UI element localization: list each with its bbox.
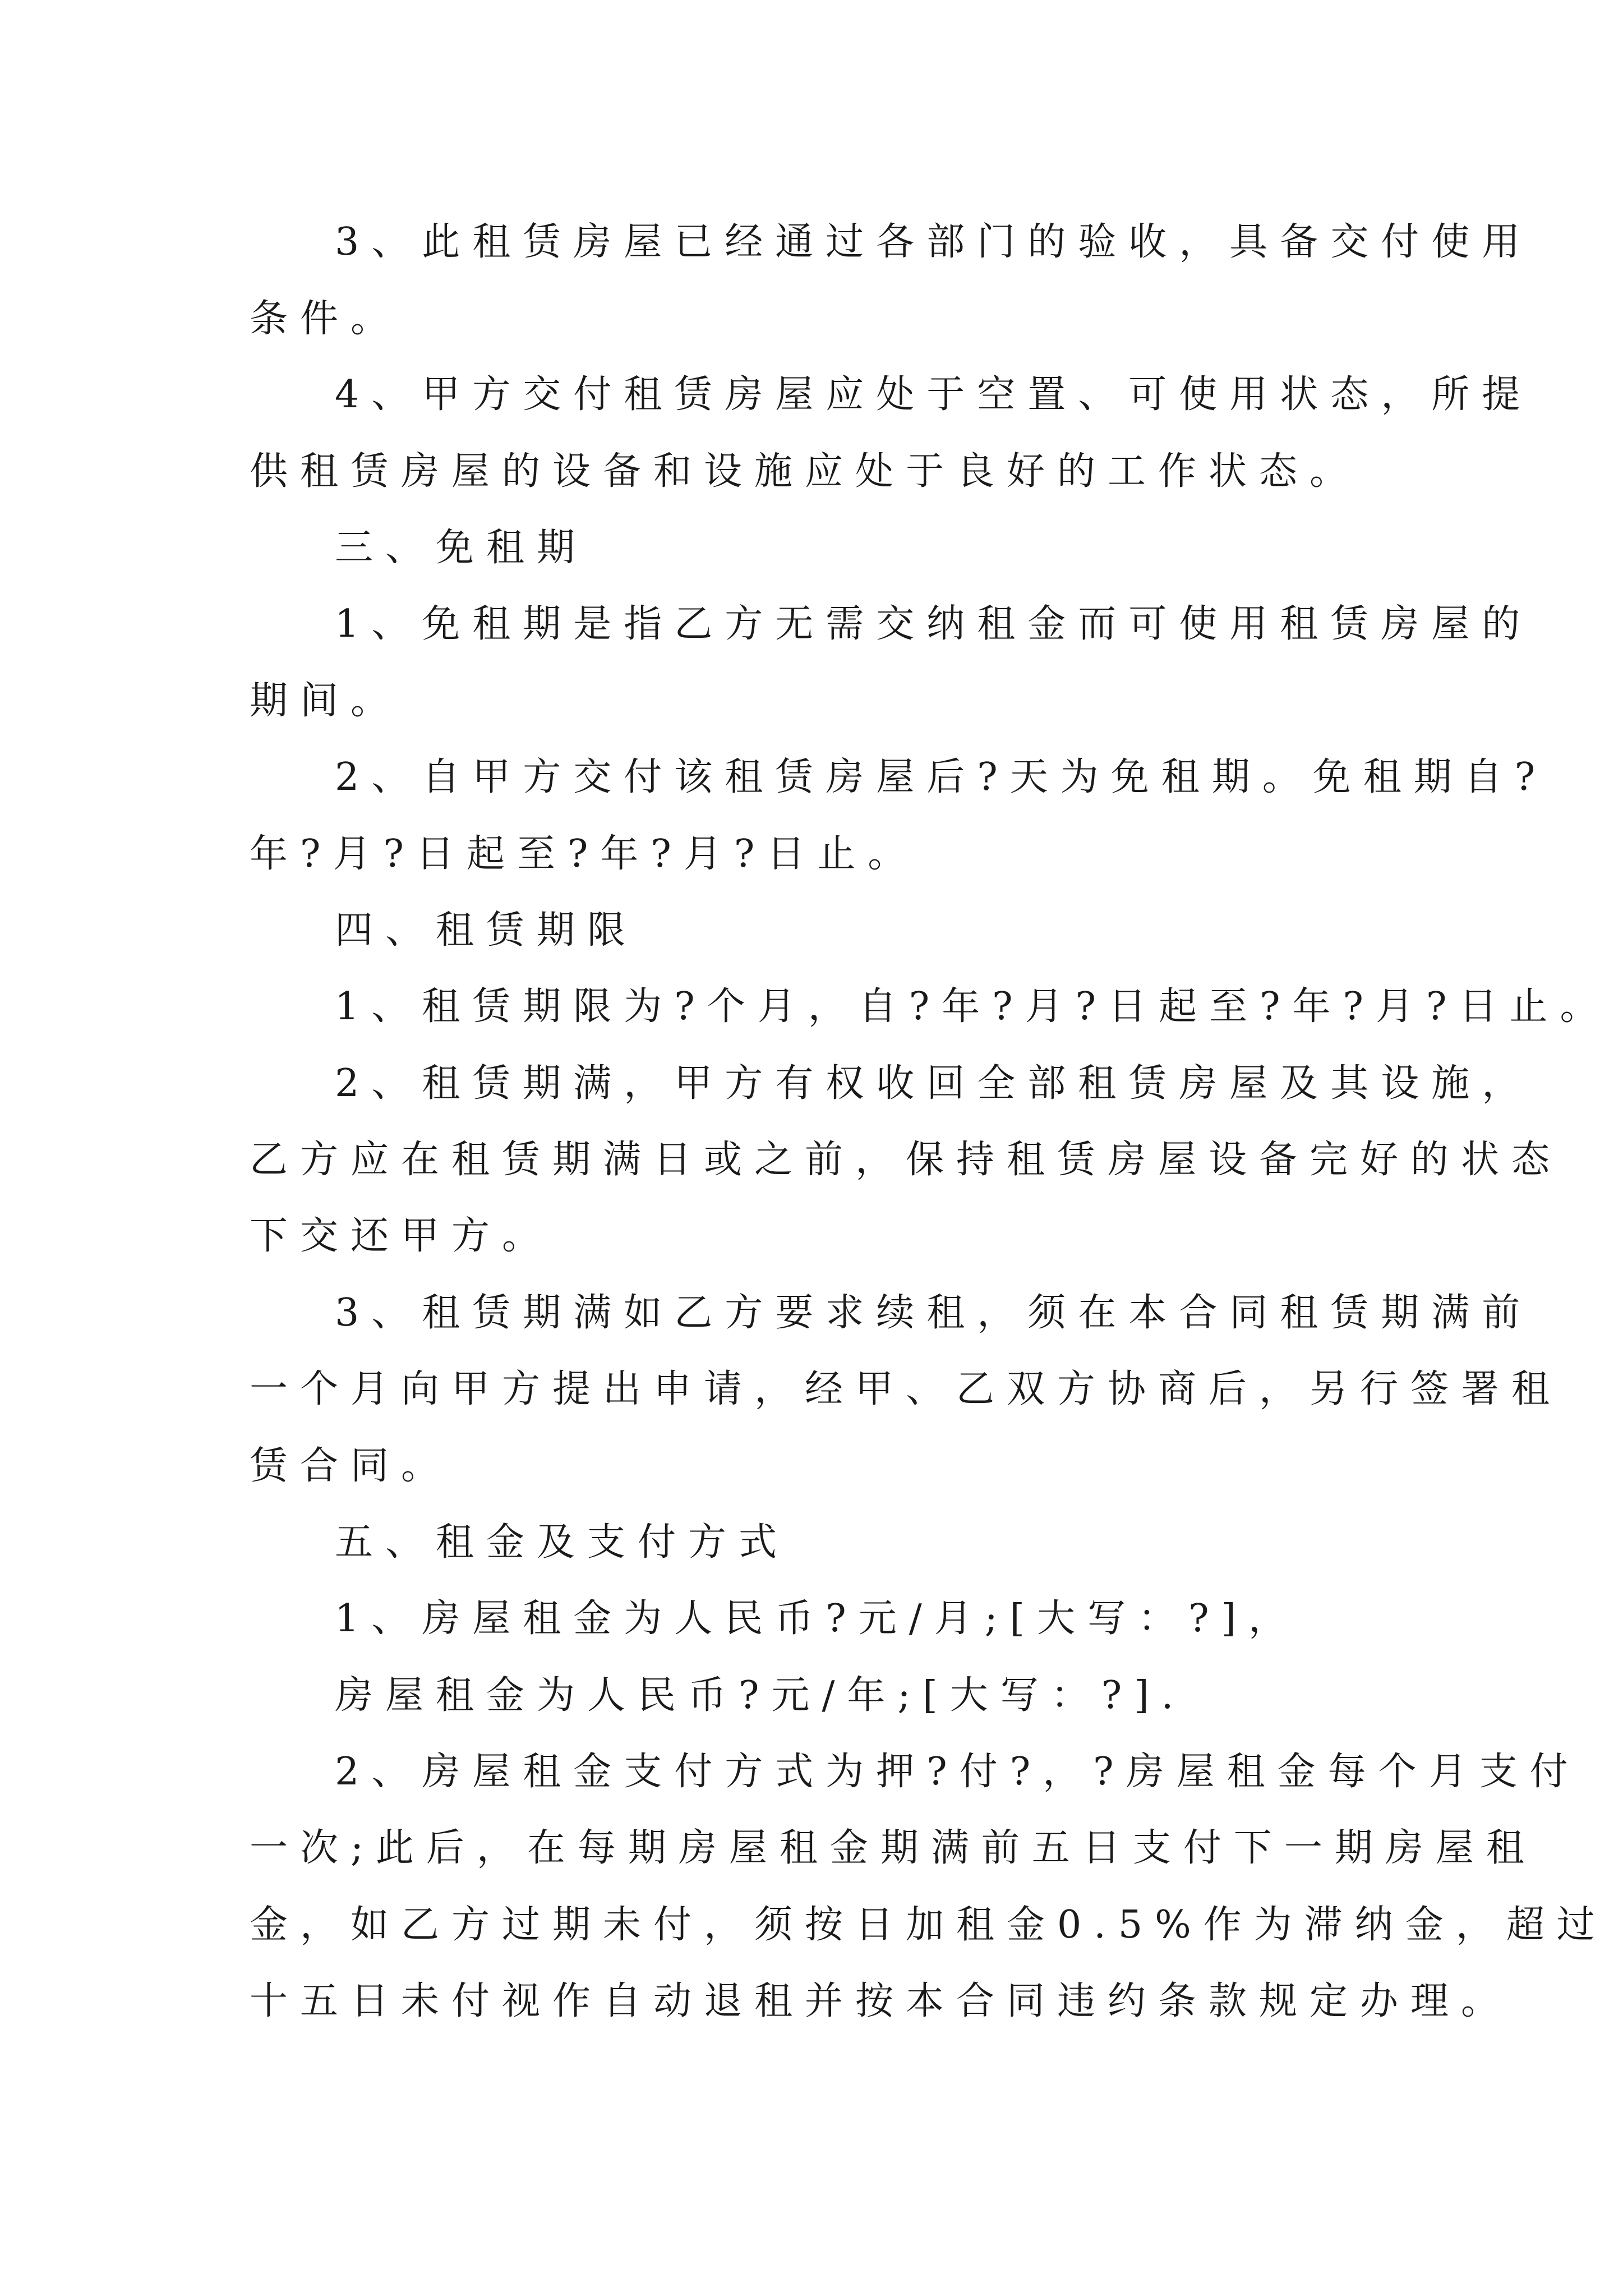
text-line: 金，如乙方过期未付，须按日加租金0.5%作为滞纳金，超过 xyxy=(250,1903,1607,1947)
text-line: 房屋租金为人民币?元/年;[大写：?]. xyxy=(335,1673,1186,1718)
text-line: 2、租赁期满，甲方有权收回全部租赁房屋及其设施， xyxy=(335,1061,1533,1106)
text-line: 一次;此后，在每期房屋租金期满前五日支付下一期房屋租 xyxy=(250,1826,1537,1870)
text-line: 1、租赁期限为?个月，自?年?月?日起至?年?月?日止。 xyxy=(335,984,1611,1029)
text-line: 4、甲方交付租赁房屋应处于空置、可使用状态，所提 xyxy=(335,372,1533,417)
text-line: 2、房屋租金支付方式为押?付?，?房屋租金每个月支付 xyxy=(335,1750,1580,1794)
text-line: 一个月向甲方提出申请，经甲、乙双方协商后，另行签署租 xyxy=(250,1367,1562,1411)
section-heading: 四、租赁期限 xyxy=(335,908,638,953)
text-line: 2、自甲方交付该租赁房屋后?天为免租期。免租期自? xyxy=(335,755,1548,799)
text-line: 3、租赁期满如乙方要求续租，须在本合同租赁期满前 xyxy=(335,1291,1533,1335)
text-line: 条件。 xyxy=(250,297,402,341)
text-line: 3、此租赁房屋已经通过各部门的验收，具备交付使用 xyxy=(335,220,1533,264)
text-line: 1、房屋租金为人民币?元/月;[大写：?]， xyxy=(335,1596,1299,1641)
text-line: 年?月?日起至?年?月?日止。 xyxy=(250,832,919,876)
text-line: 下交还甲方。 xyxy=(250,1214,553,1258)
section-heading: 三、免租期 xyxy=(335,526,588,570)
text-line: 1、免租期是指乙方无需交纳租金而可使用租赁房屋的 xyxy=(335,602,1533,646)
text-line: 期间。 xyxy=(250,679,402,723)
text-line: 乙方应在租赁期满日或之前，保持租赁房屋设备完好的状态 xyxy=(250,1138,1562,1182)
text-line: 十五日未付视作自动退租并按本合同违约条款规定办理。 xyxy=(250,1979,1512,2023)
text-line: 赁合同。 xyxy=(250,1444,452,1488)
section-heading: 五、租金及支付方式 xyxy=(335,1520,790,1565)
text-line: 供租赁房屋的设备和设施应处于良好的工作状态。 xyxy=(250,449,1361,494)
